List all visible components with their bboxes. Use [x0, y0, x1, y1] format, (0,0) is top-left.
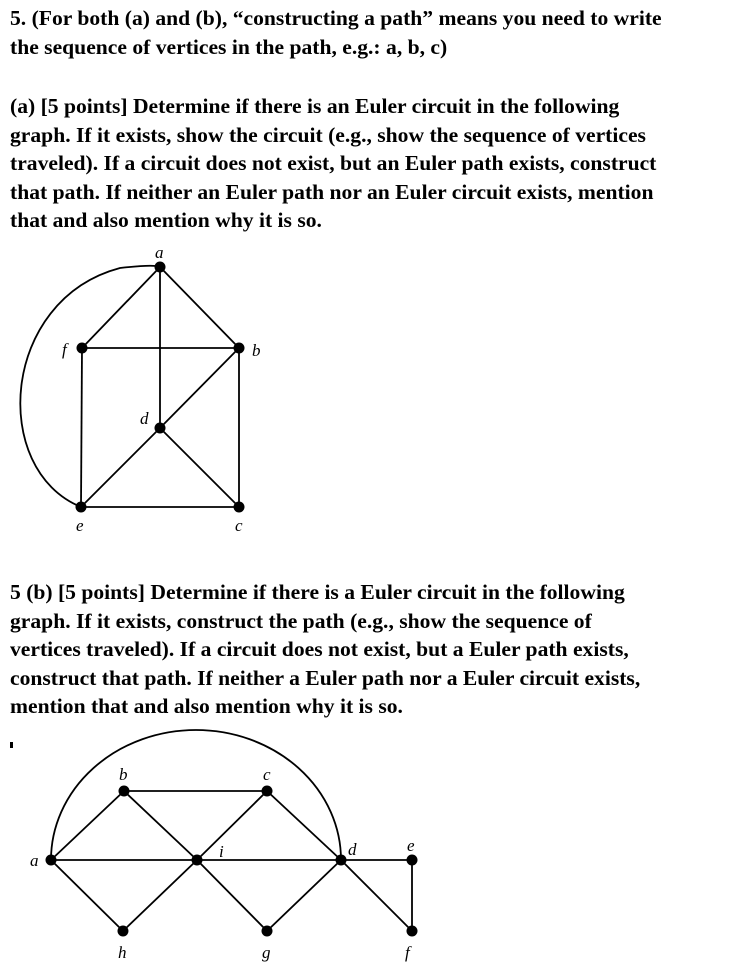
vertex-label-g: g [262, 943, 271, 962]
part-a-line: that and also mention why it is so. [10, 208, 322, 233]
edge-a-h [51, 860, 123, 931]
part-a-prompt [10, 92, 736, 235]
part-b-line: graph. If it exists, construct the path (e.g., show the sequence of [10, 608, 592, 633]
edge-a-f [82, 267, 160, 348]
vertex-label-d: d [348, 840, 357, 859]
vertex-i [192, 855, 203, 866]
part-a-line: (a) [5 points] Determine if there is an Euler circuit in the following [10, 94, 620, 118]
edge-a-b [160, 267, 239, 348]
vertex-label-c: c [235, 516, 243, 535]
vertex-b [119, 786, 130, 797]
edge-d-f [341, 860, 412, 931]
vertex-e [407, 855, 418, 866]
vertex-g [262, 926, 273, 937]
edge-i-g [197, 860, 267, 931]
edge-c-d [267, 791, 341, 860]
vertex-f [77, 343, 88, 354]
vertex-d [155, 423, 166, 434]
vertex-e [76, 502, 87, 513]
stray-mark [10, 742, 13, 748]
vertex-a [155, 262, 166, 273]
vertex-f [407, 926, 418, 937]
vertex-d [336, 855, 347, 866]
vertex-b [234, 343, 245, 354]
vertex-label-d: d [140, 409, 149, 428]
vertex-label-c: c [263, 765, 271, 784]
vertex-h [118, 926, 129, 937]
graph-a-edges [20, 266, 239, 507]
question-intro [10, 4, 736, 61]
graph-b-edges [51, 730, 412, 931]
vertex-c [262, 786, 273, 797]
vertex-label-i: i [219, 842, 224, 861]
edge-a-d-arc [51, 730, 341, 860]
graph-a-labels [62, 243, 261, 535]
edge-d-e [81, 428, 160, 507]
part-b-line: vertices traveled). If a circuit does not exist, but a Euler path exists, [10, 637, 629, 662]
part-a-line: graph. If it exists, show the circuit (e.g., show the sequence of vertices [10, 122, 646, 147]
edge-g-d [267, 860, 341, 931]
part-b-line: mention that and also mention why it is so. [10, 694, 403, 719]
vertex-label-b: b [119, 765, 128, 784]
part-b-line: construct that path. If neither a Euler path nor a Euler circuit exists, [10, 665, 641, 690]
question-intro-line: 5. (For both (a) and (b), “constructing a path” means you need to write [10, 6, 662, 30]
vertex-label-h: h [118, 943, 127, 962]
vertex-label-a: a [30, 851, 39, 870]
part-b-line: 5 (b) [5 points] Determine if there is a Euler circuit in the following [10, 580, 625, 604]
edge-c-i [197, 791, 267, 860]
edge-b-i [124, 791, 197, 860]
part-a-line: that path. If neither an Euler path nor an Euler circuit exists, mention [10, 179, 654, 204]
part-a-line: traveled). If a circuit does not exist, but an Euler path exists, construct [10, 151, 657, 176]
graph-b-vertices [46, 786, 418, 937]
edge-a-e-arc [20, 266, 160, 507]
graph-b-labels [30, 765, 415, 962]
vertex-label-e: e [76, 516, 84, 535]
question-intro-line: the sequence of vertices in the path, e.g.: a, b, c) [10, 34, 448, 59]
edge-b-d [160, 348, 239, 428]
edge-f-e [81, 348, 82, 507]
vertex-label-b: b [252, 341, 261, 360]
graph-a-vertices [76, 262, 245, 513]
vertex-a [46, 855, 57, 866]
part-b-prompt [10, 578, 736, 721]
vertex-label-f: f [62, 340, 67, 359]
vertex-label-f: f [405, 943, 410, 962]
edge-d-c [160, 428, 239, 507]
edge-a-b [51, 791, 124, 860]
vertex-label-a: a [155, 243, 164, 262]
vertex-label-e: e [407, 836, 415, 855]
vertex-c [234, 502, 245, 513]
edge-h-i [123, 860, 197, 931]
